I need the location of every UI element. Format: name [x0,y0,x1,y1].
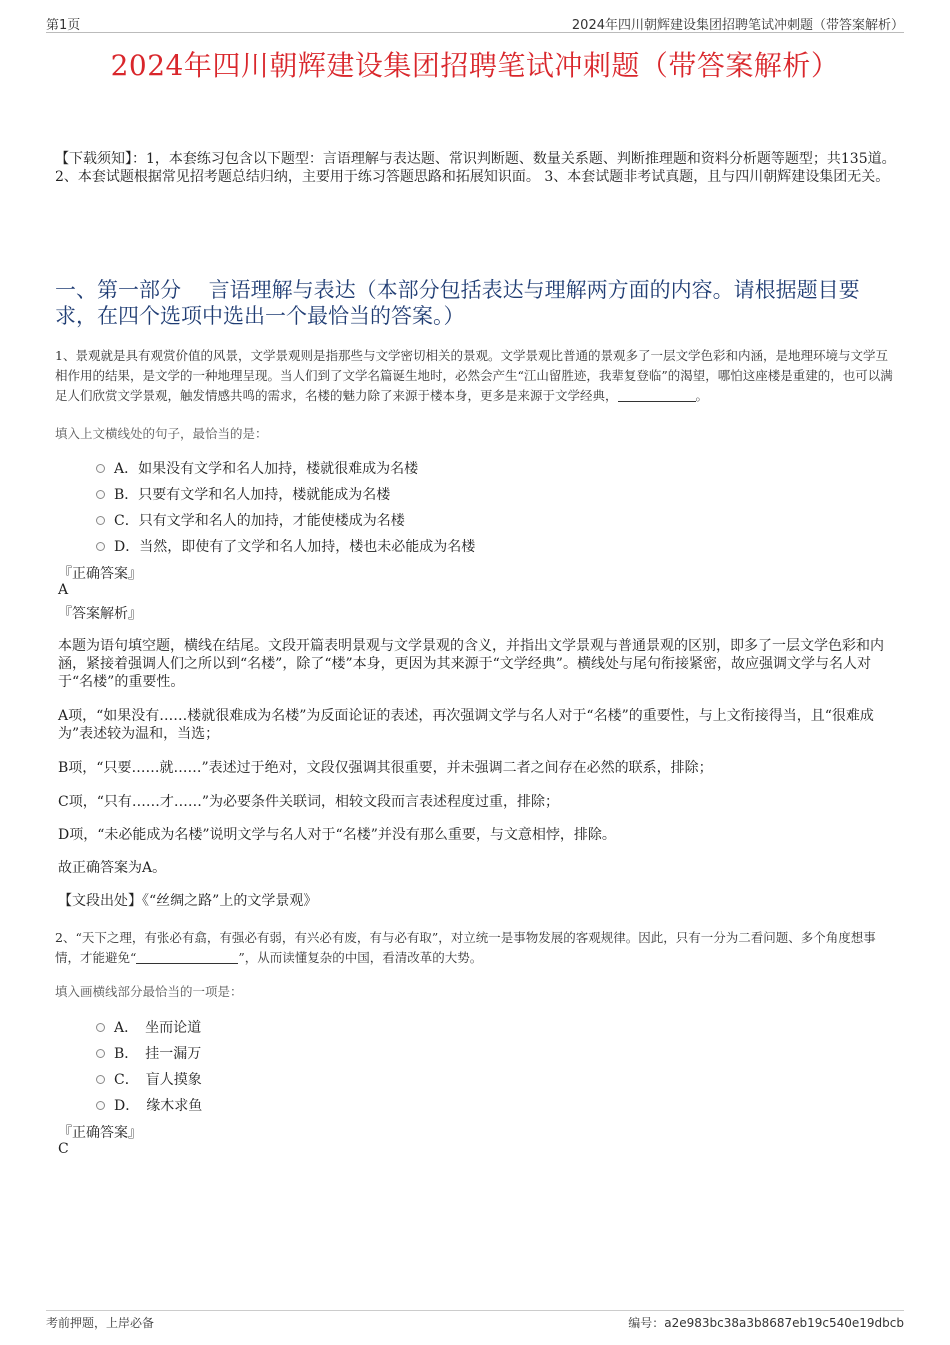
document-id: 编号：a2e983bc38a3b8687eb19c540e19dbcb [628,1316,904,1330]
q1-analysis-label: 『答案解析』 [58,606,142,622]
question-1-prompt: 填入上文横线处的句子，最恰当的是： [55,426,268,441]
document-title: 2024年四川朝辉建设集团招聘笔试冲刺题（带答案解析） [110,49,840,82]
q1-answer: A [58,582,69,598]
footer-slogan: 考前押题，上岸必备 [46,1316,155,1330]
q1-option-c[interactable]: C．只有文学和名人的加持，才能使楼成为名楼 [96,510,405,530]
radio-icon[interactable] [96,1049,105,1058]
q2-option-b[interactable]: B． 挂一漏万 [96,1043,201,1063]
answer-blank [136,950,238,964]
q1-conclusion: 故正确答案为A。 [58,860,167,876]
q2-answer: C [58,1141,69,1157]
radio-icon[interactable] [96,1101,105,1110]
q1-analysis-a: A项，“如果没有……楼就很难成为名楼”为反面论证的表述，再次强调文学与名人对于“名楼”的重要性，与上文衔接得当，且“很难成为”表述较为温和，当选； [58,708,874,742]
radio-icon[interactable] [96,490,105,499]
download-notice: 【下载须知】：1，本套练习包含以下题型：言语理解与表达题、常识判断题、数量关系题、判断推理题和资料分析题等题型；共135道。 2、本套试题根据常见招考题总结归纳，主要用于练习答题思路和拓展知识面。 3、本套试题非考试真题，且与四川朝辉建设集团无关。 [55,151,896,185]
radio-icon[interactable] [96,516,105,525]
answer-blank [618,388,696,402]
radio-icon[interactable] [96,1023,105,1032]
q1-analysis-intro: 本题为语句填空题，横线在结尾。文段开篇表明景观与文学景观的含义，并指出文学景观与普通景观的区别，即多了一层文学色彩和内涵，紧接着强调人们之所以到“名楼”，除了“楼”本身，更因为其来源于“文学经典”。横线处与尾句衔接紧密，故应强调文学与名人对于“名楼”的重要性。 [58,638,884,690]
q1-option-d[interactable]: D．当然，即使有了文学和名人加持，楼也未必能成为名楼 [96,536,475,556]
q1-source: 【文段出处】《“丝绸之路”上的文学景观》 [58,893,318,909]
question-2-stem: 2、“天下之理，有张必有翕，有强必有弱，有兴必有废，有与必有取”，对立统一是事物发展的客观规律。因此，只有一分为二看问题、多个角度想事情，才能避免“ ”，从而读懂复杂的中国，看清改革的大势。 [55,930,876,965]
q2-option-a[interactable]: A． 坐而论道 [96,1017,201,1037]
question-1-stem: 1、景观就是具有观赏价值的风景，文学景观则是指那些与文学密切相关的景观。文学景观比普通的景观多了一层文学色彩和内涵，是地理环境与文学互相作用的结果，是文学的一种地理呈现。当人们到了文学名篇诞生地时，必然会产生“江山留胜迹，我辈复登临”的渴望，哪怕这座楼是重建的，也可以满足人们欣赏文学景观，触发情感共鸣的需求，名楼的魅力除了来源于楼本身，更多是来源于文学经典， 。 [55,348,893,403]
q1-analysis-d: D项，“未必能成为名楼”说明文学与名人对于“名楼”并没有那么重要，与文意相悖，排除。 [58,827,616,843]
running-title: 2024年四川朝辉建设集团招聘笔试冲刺题（带答案解析） [571,18,904,33]
radio-icon[interactable] [96,542,105,551]
radio-icon[interactable] [96,464,105,473]
page-number: 第1页 [46,18,81,33]
header-divider [46,32,904,33]
q2-option-d[interactable]: D． 缘木求鱼 [96,1095,202,1115]
q1-answer-label: 『正确答案』 [58,566,142,582]
footer-divider [46,1310,904,1311]
radio-icon[interactable] [96,1075,105,1084]
q1-analysis-b: B项，“只要……就……”表述过于绝对，文段仅强调其很重要，并未强调二者之间存在必然的联系，排除； [58,760,713,776]
q2-option-c[interactable]: C． 盲人摸象 [96,1069,202,1089]
q1-option-b[interactable]: B．只要有文学和名人加持，楼就能成为名楼 [96,484,390,504]
q1-analysis-c: C项，“只有……才……”为必要条件关联词，相较文段而言表述程度过重，排除； [58,794,560,810]
question-2-prompt: 填入画横线部分最恰当的一项是： [55,984,243,999]
q2-answer-label: 『正确答案』 [58,1125,142,1141]
q1-option-a[interactable]: A．如果没有文学和名人加持，楼就很难成为名楼 [96,458,418,478]
section-heading: 一、第一部分 言语理解与表达（本部分包括表达与理解两方面的内容。请根据题目要求，在四个选项中选出一个最恰当的答案。） [55,278,860,328]
